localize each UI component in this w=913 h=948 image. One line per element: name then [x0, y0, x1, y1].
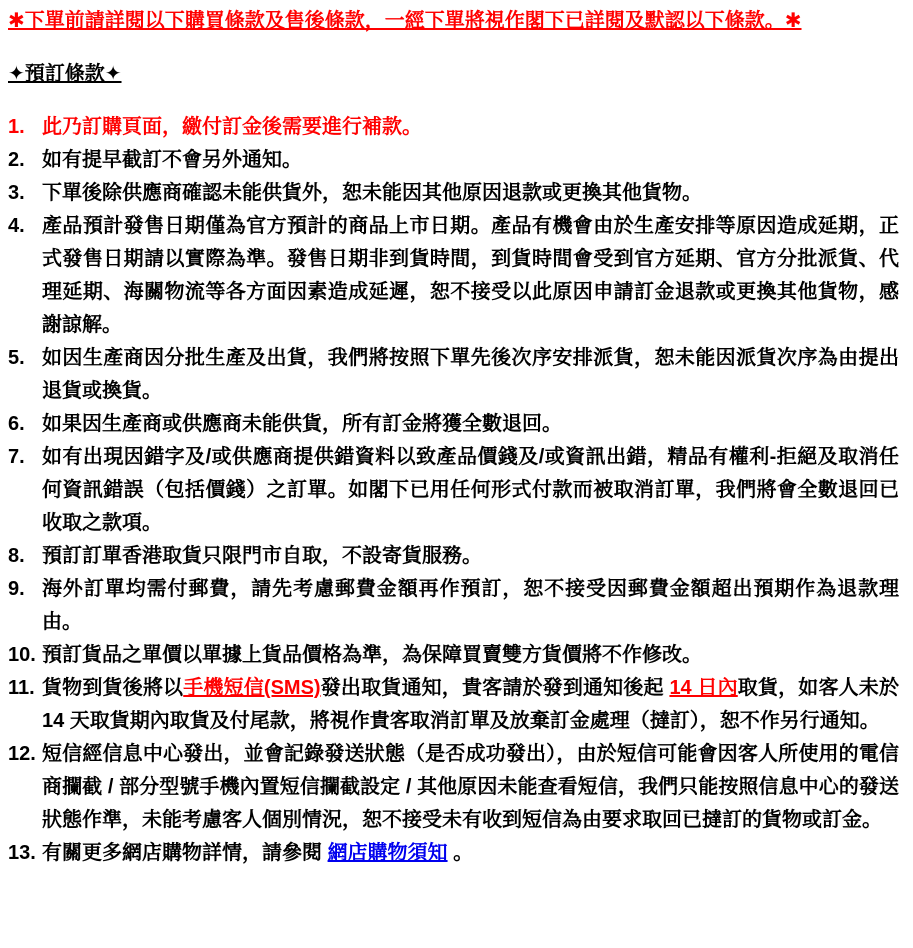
term-number: 4. — [8, 215, 25, 237]
term-text — [42, 639, 899, 672]
term-number: 12. — [8, 743, 36, 765]
term-item — [8, 672, 899, 738]
term-number: 13. — [8, 842, 36, 864]
term-number: 11. — [8, 677, 35, 699]
term-text — [42, 342, 899, 408]
term-number: 10. — [8, 644, 36, 666]
term-item — [8, 441, 899, 540]
term-text-segment: 如因生產商因分批生產及出貨，我們將按照下單先後次序安排派貨，恕未能因派貨次序為由提出退貨或換貨。 — [42, 347, 899, 402]
term-text — [42, 573, 899, 639]
term-text — [42, 738, 899, 837]
pickup-deadline-highlight: 14 日內 — [669, 677, 738, 699]
document-title: ✱下單前請詳閱以下購買條款及售後條款，一經下單將視作閣下已詳閱及默認以下條款。✱ — [8, 10, 802, 32]
term-item — [8, 837, 899, 870]
term-text-segment: 如有出現因錯字及/或供應商提供錯資料以致產品價錢及/或資訊出錯，精品有權利-拒絕及取消任何資訊錯誤（包括價錢）之訂單。如閣下已用任何形式付款而被取消訂單，我們將會全數退回已收取之款項。 — [42, 446, 899, 534]
store-shopping-notice-link[interactable]: 網店購物須知 — [327, 842, 448, 864]
term-text — [42, 540, 899, 573]
term-text — [42, 111, 899, 144]
term-text-segment: 發出取貨通知，貴客請於發到通知後起 — [320, 677, 670, 699]
term-item — [8, 342, 899, 408]
sms-highlight: 手機短信(SMS) — [183, 677, 321, 699]
term-text-segment: 產品預計發售日期僅為官方預計的商品上市日期。產品有機會由於生產安排等原因造成延期，正式發售日期請以實際為準。發售日期非到貨時間，到貨時間會受到官方延期、官方分批派貨、代理延期、海關物流等各方面因素造成延遲，恕不接受以此原因申請訂金退款或更換其他貨物，感謝諒解。 — [42, 215, 899, 336]
term-text — [42, 408, 899, 441]
term-text-segment: 預訂訂單香港取貨只限門市自取，不設寄貨服務。 — [42, 545, 482, 567]
term-item — [8, 210, 899, 342]
term-text — [42, 672, 899, 738]
term-text-segment: 此乃訂購頁面，繳付訂金後需要進行補款。 — [42, 116, 422, 138]
term-number: 3. — [8, 182, 25, 204]
term-number: 8. — [8, 545, 25, 567]
term-item — [8, 111, 899, 144]
term-item — [8, 177, 899, 210]
term-number: 6. — [8, 413, 25, 435]
term-text — [42, 441, 899, 540]
term-item — [8, 144, 899, 177]
term-text-segment: 如果因生產商或供應商未能供貨，所有訂金將獲全數退回。 — [42, 413, 562, 435]
term-text-segment: 有關更多網店購物詳情，請參閱 — [42, 842, 328, 864]
section-header-preorder-terms: ✦預訂條款✦ — [8, 63, 122, 85]
term-item — [8, 639, 899, 672]
term-text-segment: 海外訂單均需付郵費，請先考慮郵費金額再作預訂，恕不接受因郵費金額超出預期作為退款理由。 — [42, 578, 899, 633]
term-text-segment: 短信經信息中心發出，並會記錄發送狀態（是否成功發出），由於短信可能會因客人所使用的電信商攔截 / 部分型號手機內置短信攔截設定 / 其他原因未能查看短信，我們只能按照信息中心的發送狀態作準，未能考慮客人個別情況，恕不接受未有收到短信為由要求取回已撻訂的貨物或訂金。 — [42, 743, 899, 831]
term-item — [8, 408, 899, 441]
term-item — [8, 540, 899, 573]
term-text-segment: 下單後除供應商確認未能供貨外，恕未能因其他原因退款或更換其他貨物。 — [42, 182, 702, 204]
term-text — [42, 144, 899, 177]
term-text-segment: 如有提早截訂不會另外通知。 — [42, 149, 302, 171]
term-item — [8, 573, 899, 639]
term-text — [42, 177, 899, 210]
term-text-segment: 預訂貨品之單價以單據上貨品價格為準，為保障買賣雙方貨價將不作修改。 — [42, 644, 702, 666]
term-number: 5. — [8, 347, 25, 369]
term-number: 7. — [8, 446, 25, 468]
term-text-segment: 取貨，如客人未於 14 天取貨期內取貨及付尾款，將視作貴客取消訂單及放棄訂金處理（撻訂），恕不作另行通知。 — [42, 677, 899, 732]
term-number: 9. — [8, 578, 25, 600]
term-text-segment: 。 — [447, 842, 474, 864]
term-number: 2. — [8, 149, 25, 171]
term-text-segment: 貨物到貨後將以 — [42, 677, 184, 699]
terms-list — [8, 111, 899, 870]
term-text — [42, 210, 899, 342]
term-item — [8, 738, 899, 837]
term-number: 1. — [8, 116, 25, 138]
term-text — [42, 837, 899, 870]
